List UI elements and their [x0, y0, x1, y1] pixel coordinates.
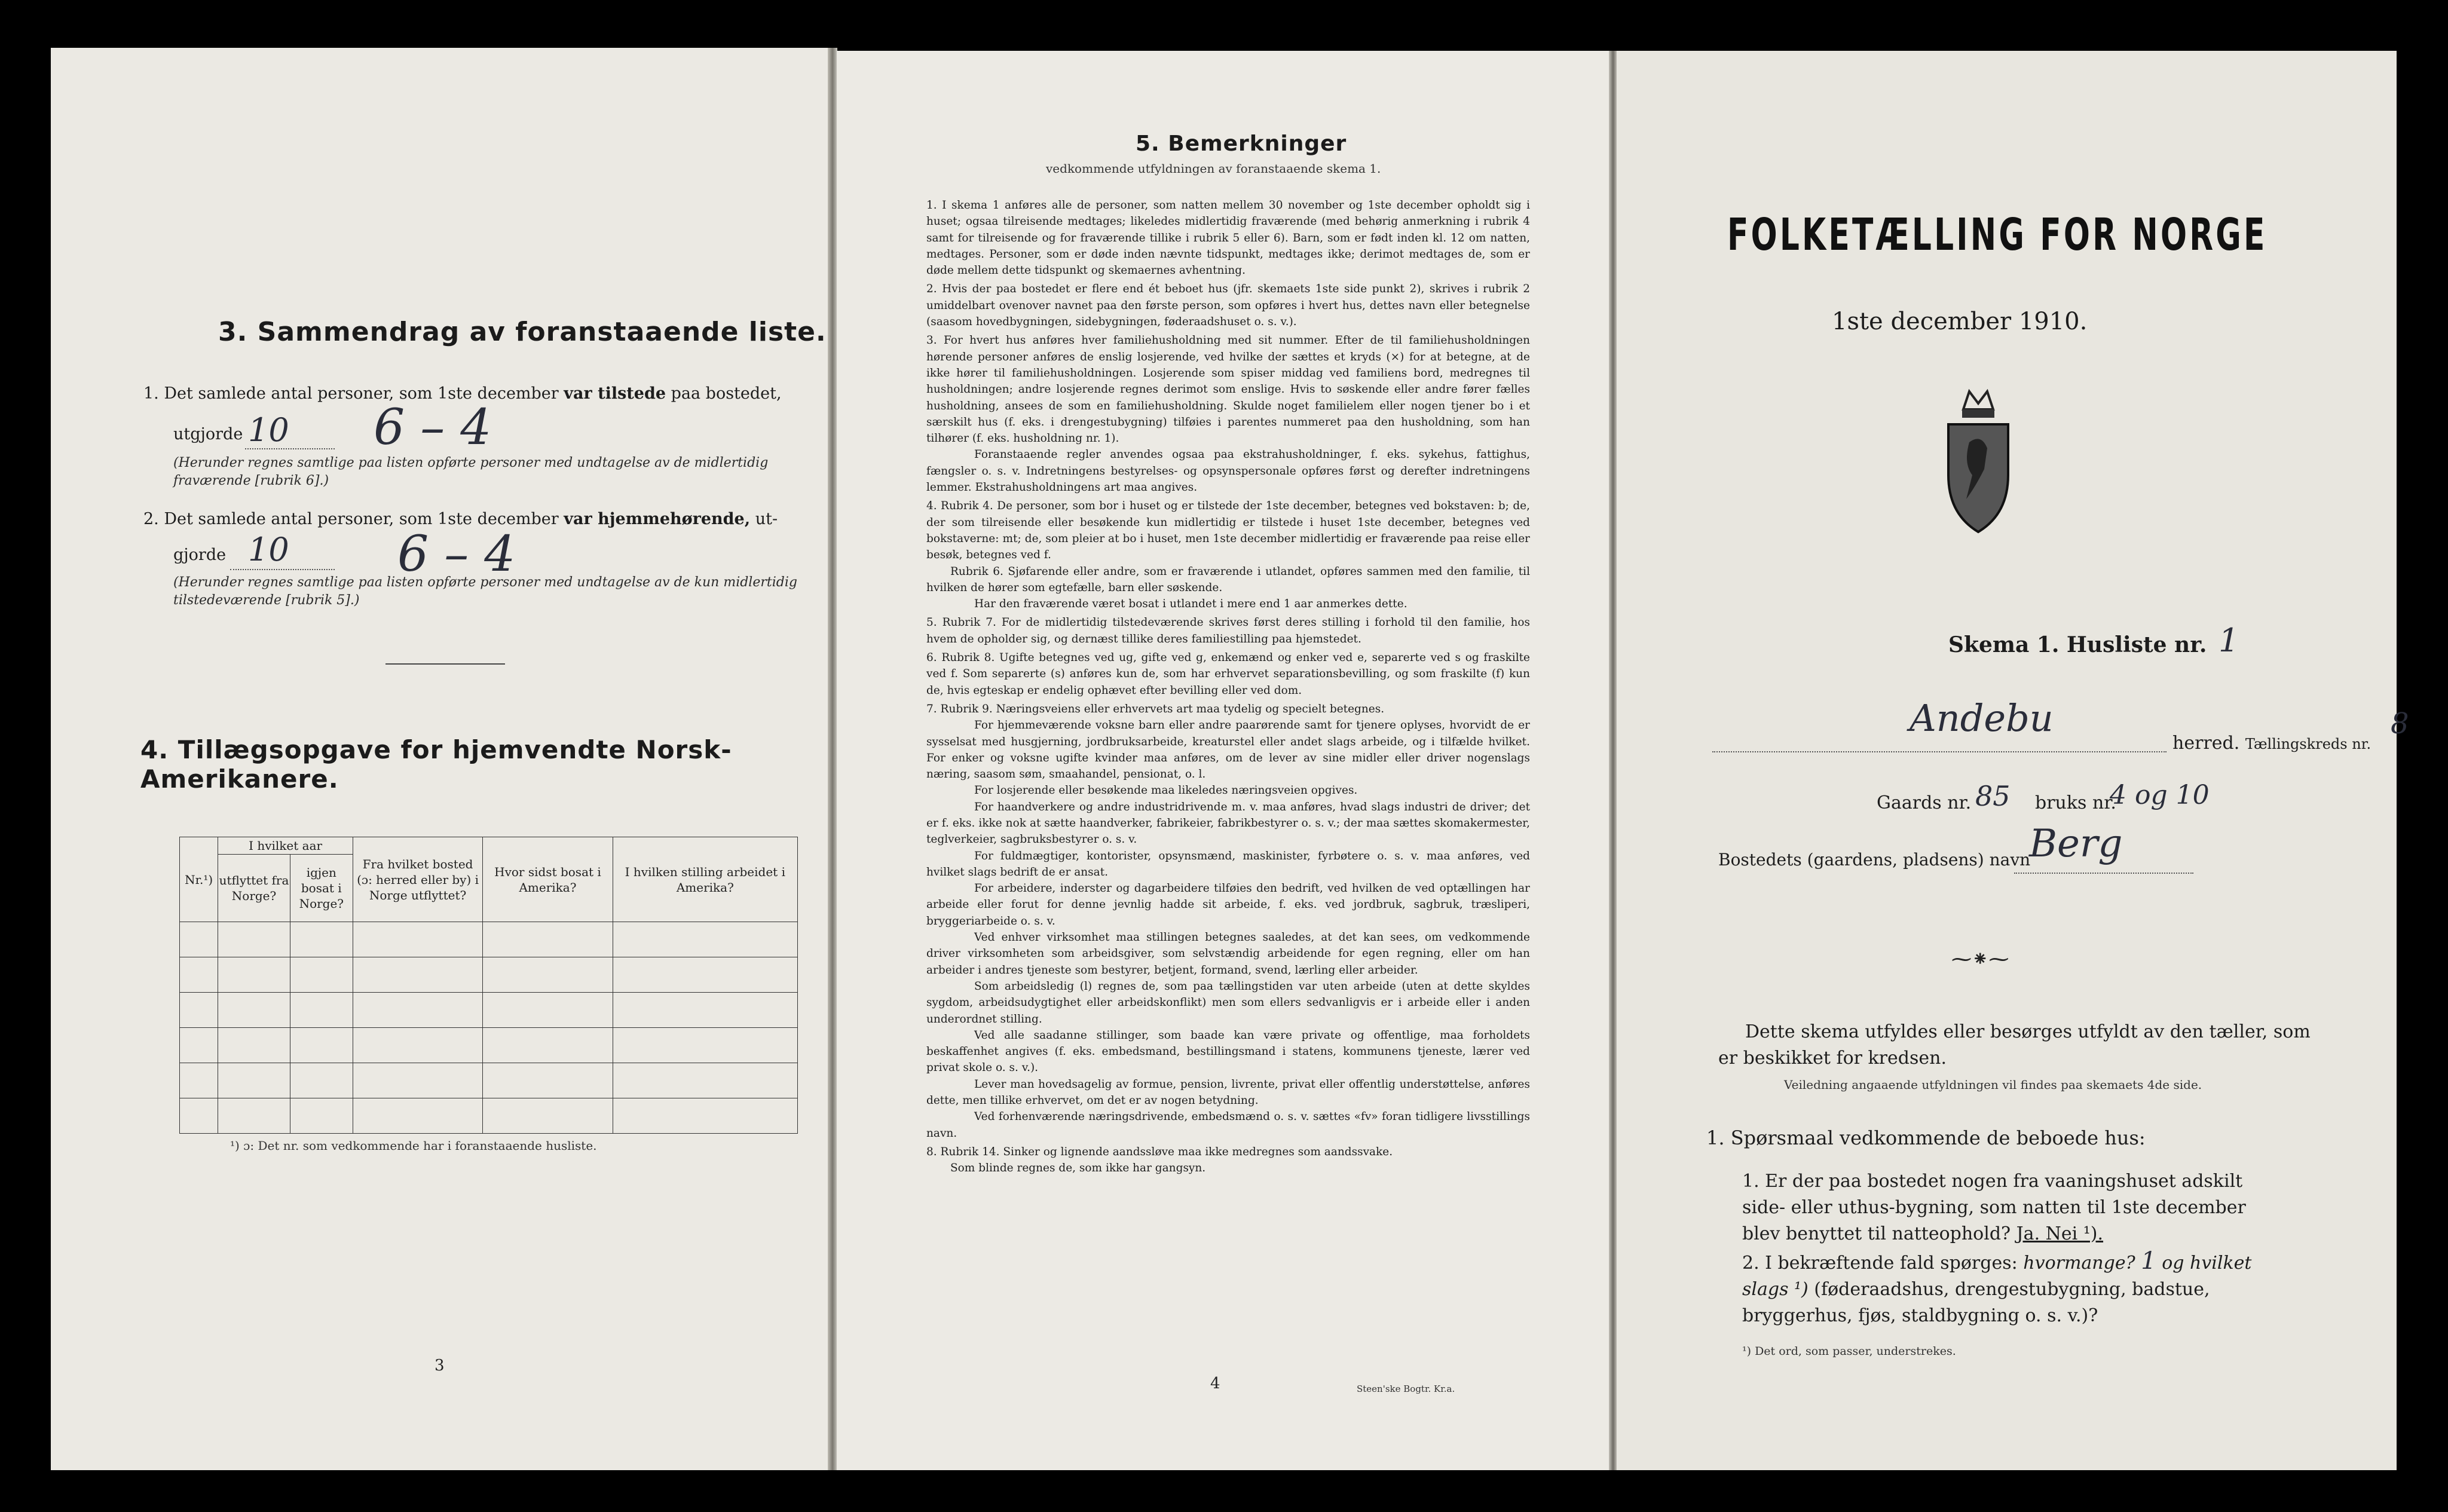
- ornament-divider: ⁓⁕⁓: [1951, 947, 2009, 971]
- item2-count-line: [230, 569, 335, 570]
- printer-imprint: Steen'ske Bogtr. Kr.a.: [1357, 1384, 1455, 1394]
- remark-7j: Ved forhenværende næringsdrivende, embedsmænd o. s. v. sættes «fv» foran tidligere livsstillings navn.: [926, 1110, 1530, 1140]
- section4-heading: 4. Tillægsopgave for hjemvendte Norsk-Amerikanere.: [140, 735, 732, 794]
- page3-footnote: ¹) Det ord, som passer, understrekes.: [1742, 1345, 1956, 1358]
- kreds-text: Tællingskreds nr.: [2245, 736, 2372, 752]
- census-date: 1ste december 1910.: [1832, 308, 2088, 335]
- q1-2-count: 1: [2141, 1247, 2156, 1275]
- bruks-label: bruks nr.: [2035, 792, 2116, 813]
- item2-count: 10: [248, 531, 289, 568]
- herred-line: [1712, 751, 2167, 752]
- remark-6: 6. Rubrik 8. Ugifte betegnes ved ug, gifte ved g, enkemænd og enker ved e, separerte ved s og fraskilte ved f. Som separerte (s) anføres kun de, som har erhvervet separationsbevilling, og som fraskilte (f) kun de, hvis egteskap er endelig ophævet efter bevilling eller ved dom.: [926, 651, 1530, 697]
- page-number-4: 4: [1210, 1375, 1220, 1392]
- item2-text-b: ut-: [755, 510, 778, 528]
- question-1-2: [1742, 1248, 2280, 1329]
- kreds-number: 8: [2391, 707, 2409, 740]
- bosted-line: [2014, 873, 2193, 874]
- remark-5: 5. Rubrik 7. For de midlertidig tilstedeværende skrives først deres stilling i forhold til den familie, hos hvem de opholder sig, og dernæst tillike deres familiestilling paa hjemstedet.: [926, 616, 1530, 645]
- divider: [385, 663, 505, 665]
- remark-3: 3. For hvert hus anføres hver familiehusholdning med sit nummer. Efter de til familiehusholdningen hørende personer anføres de enslig losjerende, ved hvilke der sættes et kryds (×) for at betegne, at de ikke hører til familiehusholdningen. Losjerende som spiser middag ved familiens bord, medregnes til husholdningen; andre losjerende regnes derimot som enslige. Hvis to søskende eller andre fører fælles husholdning, ansees de som en familiehusholdning. Skulde noget familielem eller nogen tjener bo i et særskilt hus (f. eks. i drengestubygning) tilføies i parentes nummeret paa den husholdning, som han tilhører (f. eks. husholdning nr. 1).: [926, 334, 1530, 445]
- remarks-subheading: vedkommende utfyldningen av foranstaaende skema 1.: [1046, 161, 1381, 176]
- husliste-number: 1: [2218, 622, 2239, 659]
- col-nr: Nr.¹): [180, 837, 218, 922]
- item1-note: (Herunder regnes samtlige paa listen opførte personer med undtagelse av de midlertidig fraværende [rubrik 6].): [173, 455, 769, 488]
- remark-1: 1. I skema 1 anføres alle de personer, som natten mellem 30 november og 1ste december opholdt sig i huset; ogsaa tilreisende medtages; likeledes midlertidig fraværende (med behørig anmerkning i rubrik 4 samt for tilreisende og for fraværende tillike i rubrik 5 eller 6). Barn, som er født inden kl. 12 om natten, medtages. Personer, som er døde inden nævnte tidspunkt, medtages ikke; derimot medtages de, som er døde mellem dette tidspunkt og skemaernes avhentning.: [926, 199, 1530, 277]
- herred-name: Andebu: [1910, 696, 2054, 740]
- remarks-heading: 5. Bemerkninger: [1136, 131, 1347, 156]
- norsk-amerikanere-table: [179, 837, 798, 1134]
- remark-7c: For haandverkere og andre industridrivende m. v. maa anføres, hvad slags industri de driver; det er f. eks. ikke nok at sætte haandverker, fabrikeier, fabrikbestyrer o. s. v.; der maa sættes skomakermester, teglverkeier, sagbruksbestyrer o. s. v.: [926, 800, 1530, 846]
- gaards-number: 85: [1975, 780, 2011, 812]
- col-utflyttet: utflyttet fra Norge?: [218, 855, 290, 922]
- q1-2-slags: og hvilket slags ¹): [1742, 1253, 2252, 1300]
- question-1-1: [1742, 1168, 2280, 1247]
- item2-breakdown: 6 – 4: [397, 526, 516, 583]
- remark-7g: Som arbeidsledig (l) regnes de, som paa tællingstiden var uten arbeide (uten at dette skyldes sygdom, arbeidsudygtighet eller arbeidskonflikt) men som ellers sedvanligvis er i arbeide eller i anden underordnet stilling.: [926, 980, 1530, 1026]
- fold-shadow-2: [1609, 51, 1617, 1470]
- remark-8: 8. Rubrik 14. Sinker og lignende aandssløve maa ikke medregnes som aandssvake.: [926, 1145, 1393, 1158]
- item1-utgjorde-label: utgjorde: [173, 425, 243, 443]
- schema-label: Skema 1. Husliste nr.: [1948, 632, 2207, 657]
- remark-8b: Som blinde regnes de, som ikke har gangsyn.: [950, 1162, 1206, 1175]
- remark-7e: For arbeidere, inderster og dagarbeidere tilføies den bedrift, ved hvilken de ved optællingen har arbeide eller forut for denne jevnlig hadde sit arbeide, f. eks. ved jordbruk, sagbruk, træsliperi, bryggeriarbeide o. s. v.: [926, 882, 1530, 928]
- col-igjen-bosat: igjen bosat i Norge?: [290, 855, 353, 922]
- item1-breakdown: 6 – 4: [374, 399, 492, 456]
- remark-7f: Ved enhver virksomhet maa stillingen betegnes saaledes, at det kan sees, om vedkommende driver virksomheten som arbeidsgiver, som selvstændig arbeidende for egen regning, eller om han arbeider i andres tjeneste som bestyrer, betjent, formand, svend, lærling eller arbeider.: [926, 931, 1530, 977]
- remark-7d: For fuldmægtiger, kontorister, opsynsmænd, maskinister, fyrbøtere o. s. v. maa anføres, ved hvilket slags bedrift de er ansat.: [926, 849, 1530, 879]
- item1-count-line: [245, 448, 335, 449]
- remark-2: 2. Hvis der paa bostedet er flere end ét beboet hus (jfr. skemaets 1ste side punkt 2), skrives i rubrik 2 umiddelbart ovenover navnet paa den første person, som opføres i hvert hus, dettes navn eller betegnelse (saasom hovedbygningen, sidebygningen, føderaadshuset o. s. v.).: [926, 283, 1530, 329]
- herred-text: herred.: [2172, 733, 2240, 754]
- fill-instruction: Dette skema utfyldes eller besørges utfyldt av den tæller, som er beskikket for kredsen.: [1718, 1021, 2311, 1069]
- question-1-heading: 1. Spørsmaal vedkommende de beboede hus:: [1706, 1127, 2146, 1149]
- item2-utgjorde-label: gjorde: [173, 546, 227, 564]
- coat-of-arms-icon: [1939, 385, 2017, 535]
- q1-2-text: 2. I bekræftende fald spørges:: [1742, 1253, 2018, 1274]
- col-stilling: I hvilken stilling arbeidet i Amerika?: [613, 837, 797, 922]
- bosted-name: Berg: [2029, 822, 2123, 866]
- page-number-3: 3: [434, 1357, 445, 1375]
- table-row: [180, 1098, 798, 1134]
- item1-text: 1. Det samlede antal personer, som 1ste december: [143, 384, 559, 403]
- q1-2-hvormange: hvormange?: [2023, 1253, 2135, 1274]
- table-row: [180, 957, 798, 993]
- section3-heading: 3. Sammendrag av foranstaaende liste.: [218, 317, 827, 347]
- remark-4: 4. Rubrik 4. De personer, som bor i huset og er tilstede der 1ste december, betegnes ved bokstaven: b; de, der som tilreisende eller besøkende kun midlertidig er tilstede i huset 1ste december, betegnes ved bokstaverne: mt; de, som pleier at bo i huset, men 1ste december midlertidig er fraværende paa reise eller besøk, betegnes ved f.: [926, 500, 1530, 562]
- bosted-label: Bostedets (gaardens, pladsens) navn: [1718, 850, 2031, 870]
- item1-text-b: paa bostedet,: [671, 384, 782, 403]
- col-group-aar: I hvilket aar: [218, 837, 353, 855]
- table-row: [180, 1028, 798, 1063]
- q1-1-text: 1. Er der paa bostedet nogen fra vaaningshuset adskilt side- eller uthus-bygning, som natten til 1ste december blev benyttet til natteophold?: [1742, 1171, 2246, 1244]
- item2-note: (Herunder regnes samtlige paa listen opførte personer med undtagelse av de kun midlertidig tilstedeværende [rubrik 5].): [173, 575, 797, 608]
- remark-7: 7. Rubrik 9. Næringsveiens eller erhvervets art maa tydelig og specielt betegnes.: [926, 702, 1385, 715]
- remarks-body: [926, 197, 1530, 1177]
- col-fra-bosted: Fra hvilket bosted (ɔ: herred eller by) i Norge utflyttet?: [353, 837, 482, 922]
- remark-7b: For losjerende eller besøkende maa likeledes næringsveien opgives.: [974, 784, 1358, 797]
- remark-4c: Har den fraværende været bosat i utlandet i mere end 1 aar anmerkes dette.: [974, 598, 1407, 611]
- item2-text: 2. Det samlede antal personer, som 1ste december: [143, 510, 559, 528]
- page-middle: [837, 51, 1614, 1470]
- herred-label: [2172, 732, 2371, 755]
- remark-7i: Lever man hovedsagelig av formue, pension, livrente, privat eller offentlig understøttelse, anføres dette, men tillike erhvervet, om det er av nogen betydning.: [926, 1078, 1530, 1107]
- section4-footnote: ¹) ɔ: Det nr. som vedkommende har i foranstaaende husliste.: [230, 1138, 597, 1153]
- remark-4b: Rubrik 6. Sjøfarende eller andre, som er fraværende i utlandet, opføres sammen med den familie, til hvilken de hører som egtefælle, barn eller søskende.: [926, 565, 1530, 594]
- remark-7h: Ved alle saadanne stillinger, som baade kan være private og offentlige, maa forholdets beskaffenhet angives (f. eks. embedsmand, bestillingsmand i statens, kommunens tjeneste, lærer ved privat skole o. s. v.).: [926, 1029, 1530, 1075]
- table-row: [180, 993, 798, 1028]
- page-left: [51, 48, 828, 1470]
- col-hvor-bosat: Hvor sidst bosat i Amerika?: [483, 837, 613, 922]
- fold-shadow: [828, 48, 837, 1470]
- gaards-label: Gaards nr.: [1877, 792, 1972, 813]
- item2-bold: var hjemmehørende,: [564, 510, 751, 528]
- fill-instruction-sub: Veiledning angaaende utfyldningen vil findes paa skemaets 4de side.: [1784, 1078, 2202, 1092]
- page-right: [1617, 51, 2409, 1470]
- item1-bold: var tilstede: [564, 384, 666, 403]
- remark-7a: For hjemmeværende voksne barn eller andre paarørende samt for tjenere oplyses, hvorvidt de er sysselsat med husgjerning, jordbruksarbeide, kreaturstel eller andet slags arbeide, og i tilfælde hvilket. For enker og voksne ugifte kvinder maa anføres, om de lever av sine midler eller driver nogenslags næring, saasom søm, smaahandel, pensionat, o. l.: [926, 719, 1530, 781]
- item1-count: 10: [248, 411, 289, 449]
- bruks-number: 4 og 10: [2110, 780, 2210, 810]
- table-row: [180, 1063, 798, 1098]
- remark-3b: Foranstaaende regler anvendes ogsaa paa ekstrahusholdninger, f. eks. sykehus, fattighus, fængsler o. s. v. Indretningens bestyrelses- og opsynspersonale opføres først og derefter indretningens lemmer. Ekstrahusholdningens art maa angives.: [926, 448, 1530, 494]
- q1-1-answer: Ja. Nei ¹).: [2016, 1223, 2104, 1244]
- census-title: FOLKETÆLLING FOR NORGE: [1727, 209, 2268, 261]
- table-row: [180, 922, 798, 957]
- q1-2-types: (føderaadshus, drengestubygning, badstue, bryggerhus, fjøs, staldbygning o. s. v.)?: [1742, 1279, 2210, 1326]
